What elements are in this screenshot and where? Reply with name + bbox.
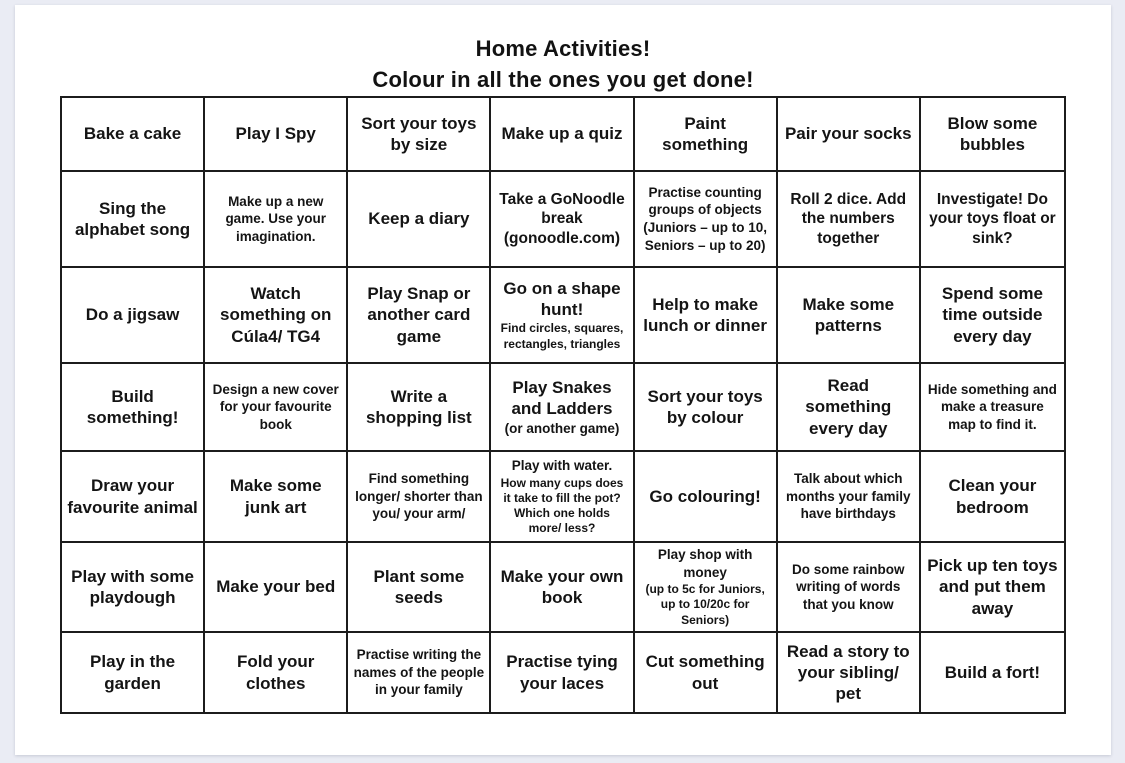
activity-text: Do some rainbow writing of words that you know (792, 561, 905, 612)
activity-cell (635, 98, 778, 172)
title-line-1: Home Activities! (475, 36, 651, 61)
activity-cell (205, 543, 348, 633)
activity-cell (491, 98, 634, 172)
activity-text: Fold your clothes (236, 652, 315, 693)
activity-text: Go on a shape hunt! (503, 279, 621, 320)
activity-cell (921, 268, 1064, 364)
activity-cell (635, 633, 778, 712)
activity-cell (491, 452, 634, 543)
activity-cell (348, 98, 491, 172)
activity-cell (62, 543, 205, 633)
activity-text: Spend some time outside every day (941, 284, 1043, 346)
activity-cell (921, 98, 1064, 172)
activity-text: Roll 2 dice. Add the numbers together (790, 190, 907, 247)
activity-cell (778, 268, 921, 364)
activity-text: Paint something (662, 113, 749, 154)
activity-text: Practise tying your laces (506, 652, 618, 693)
activity-cell (205, 364, 348, 452)
activity-text: Sort your toys by size (361, 113, 477, 154)
activity-cell (778, 98, 921, 172)
activity-text: Play shop with money (657, 547, 753, 580)
activity-cell (491, 364, 634, 452)
activity-cell (921, 543, 1064, 633)
activity-cell (348, 543, 491, 633)
activity-cell (348, 268, 491, 364)
document-title (15, 33, 1111, 95)
activity-cell (921, 364, 1064, 452)
activity-text: Write a shopping list (365, 386, 472, 427)
activity-text: Make some junk art (229, 476, 322, 517)
activity-cell (62, 633, 205, 712)
activity-text: Read a story to your sibling/ pet (786, 641, 910, 704)
activity-text: Play Snakes and Ladders (511, 377, 613, 418)
activity-subtext: (or another game) (504, 420, 620, 436)
activity-cell (635, 268, 778, 364)
activity-text: Make some patterns (802, 294, 895, 335)
activity-cell (491, 633, 634, 712)
activity-cell (778, 364, 921, 452)
activity-text: Play with water. (511, 458, 613, 473)
activity-text: Read something every day (805, 376, 892, 438)
activity-cell (491, 172, 634, 268)
activity-cell (921, 633, 1064, 712)
activity-text: Make your bed (216, 577, 336, 597)
activity-cell (348, 633, 491, 712)
activity-subtext: (up to 5c for Juniors, up to 10/20c for Seniors) (645, 582, 765, 627)
activity-cell (205, 452, 348, 543)
document-page (15, 5, 1111, 755)
activity-text: Draw your favourite animal (67, 476, 198, 517)
activity-cell (205, 633, 348, 712)
activity-text: Hide something and make a treasure map to find it. (927, 381, 1057, 432)
activity-subtext: Find circles, squares, rectangles, triangles (500, 321, 624, 351)
activity-cell (635, 364, 778, 452)
activity-cell (62, 98, 205, 172)
activity-cell (778, 172, 921, 268)
activity-text: Pick up ten toys and put them away (927, 556, 1058, 618)
activities-table (60, 96, 1066, 714)
activity-text: Play Snap or another card game (367, 284, 471, 346)
title-line-2: Colour in all the ones you get done! (372, 67, 754, 92)
activity-text: Pair your socks (784, 124, 912, 144)
activity-text: Make up a quiz (501, 124, 623, 144)
activity-cell (635, 452, 778, 543)
activity-text: Build a fort! (944, 662, 1041, 682)
activity-text: Play in the garden (90, 652, 176, 693)
activity-text: Cut something out (645, 652, 765, 693)
activity-text: Practise counting groups of objects (Juniors – up to 10, Seniors – up to 20) (643, 184, 768, 253)
activity-subtext: How many cups does it take to fill the pot? Which one holds more/ less? (500, 475, 624, 535)
activity-cell (778, 452, 921, 543)
activity-text: Play I Spy (235, 124, 316, 144)
activity-text: Talk about which months your family have birthdays (786, 471, 911, 522)
activity-cell (778, 543, 921, 633)
activity-text: Go colouring! (649, 486, 761, 506)
activity-text: Find something longer/ shorter than you/ your arm/ (355, 471, 483, 522)
activity-cell (491, 543, 634, 633)
activity-text: Clean your bedroom (948, 476, 1037, 517)
activity-text: Plant some seeds (373, 566, 465, 607)
activity-cell (205, 98, 348, 172)
activity-text: Bake a cake (83, 124, 182, 144)
activity-cell (348, 172, 491, 268)
activity-text: Help to make lunch or dinner (643, 294, 767, 335)
activity-text: Watch something on Cúla4/ TG4 (219, 284, 332, 346)
activity-text: Make your own book (500, 566, 624, 607)
activity-cell (921, 172, 1064, 268)
activity-text: Blow some bubbles (947, 113, 1038, 154)
activity-text: Investigate! Do your toys float or sink? (929, 190, 1056, 247)
activity-cell (62, 172, 205, 268)
activity-cell (778, 633, 921, 712)
activity-text: Build something! (86, 386, 179, 427)
activity-cell (491, 268, 634, 364)
activity-text: Design a new cover for your favourite book (212, 381, 339, 432)
activity-text: Sort your toys by colour (647, 386, 763, 427)
activity-text: Play with some playdough (71, 566, 194, 607)
activity-text: Practise writing the names of the people in your family (353, 647, 485, 698)
activity-text: Take a GoNoodle break (gonoodle.com) (499, 190, 625, 247)
activity-cell (62, 452, 205, 543)
activity-text: Make up a new game. Use your imagination. (225, 193, 326, 244)
activity-cell (205, 172, 348, 268)
activity-cell (635, 172, 778, 268)
activity-text: Do a jigsaw (85, 305, 180, 325)
activity-cell (348, 364, 491, 452)
activity-cell (62, 268, 205, 364)
activity-cell (348, 452, 491, 543)
activity-text: Sing the alphabet song (74, 198, 191, 239)
activity-cell (62, 364, 205, 452)
activity-text: Keep a diary (368, 209, 470, 229)
activity-cell (921, 452, 1064, 543)
activity-cell (635, 543, 778, 633)
activity-cell (205, 268, 348, 364)
